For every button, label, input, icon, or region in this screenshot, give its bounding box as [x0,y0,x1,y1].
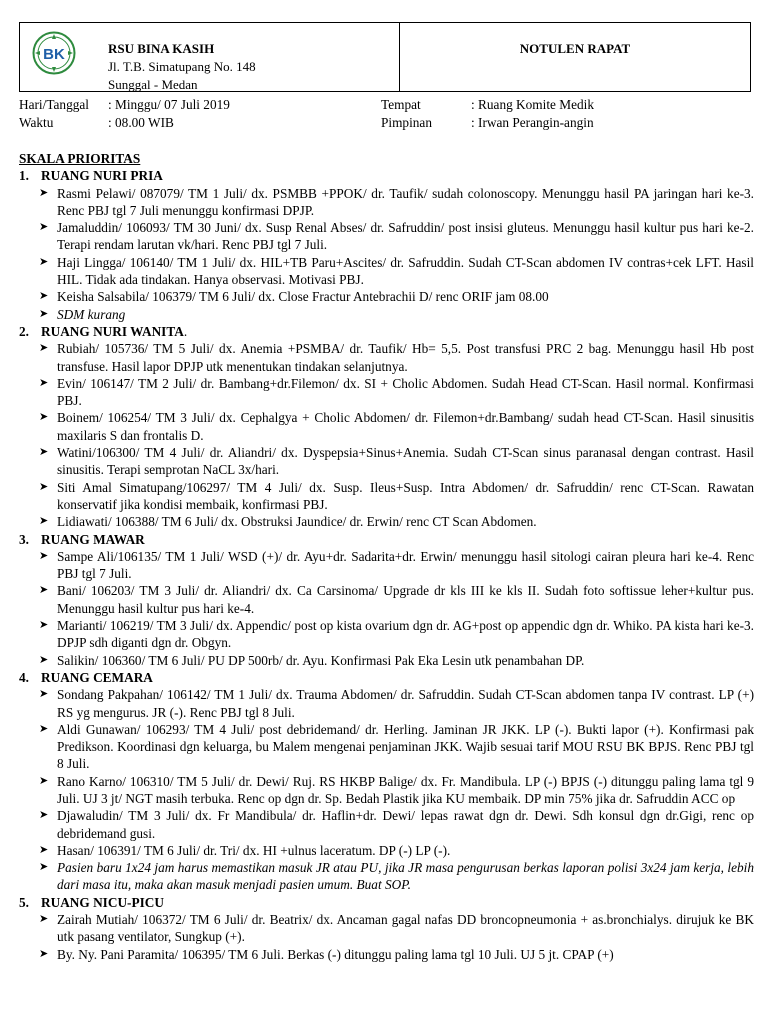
minutes-content [19,150,754,963]
item-text: Jamaluddin/ 106093/ TM 30 Juni/ dx. Susp Renal Abses/ dr. Safruddin/ post insisi gluteus. Menunggu hasil kultur pus hari ke-2. Terapi rendam larutan vk/hari. Renc PBJ tgl 7 Juli. [57,220,754,253]
arrow-bullet-icon: ➤ [39,186,49,199]
item-text: Salikin/ 106360/ TM 6 Juli/ PU DP 500rb/ dr. Ayu. Konfirmasi Pak Eka Lesin utk penambahan DP. [57,652,585,668]
item-text: Aldi Gunawan/ 106293/ TM 4 Juli/ post debridemand/ dr. Herling. Jaminan JR JKK. LP (-). Bukti lapor (+). Konfirmasi pak Predikson. Koordinasi dgn keluarga, bu Malem mengenai penjaminan JKK. Wajib sesuai tarif MOU RSU BK BPJS. Renc PBJ tgl 8 Juli. [57,721,754,772]
list-item [19,582,754,617]
arrow-bullet-icon: ➤ [39,480,49,493]
document-header [19,22,751,92]
section-items [19,911,754,963]
section-items [19,185,754,323]
list-item [19,859,754,894]
item-text: Boinem/ 106254/ TM 3 Juli/ dx. Cephalgya + Cholic Abdomen/ dr. Filemon+dr.Bambang/ sudah head CT-Scan. Hasil sinusitis maxilaris S dan frontalis D. [57,410,754,443]
section-items [19,340,754,530]
list-item [19,479,754,514]
list-item [19,340,754,375]
item-text: Sondang Pakpahan/ 106142/ TM 1 Juli/ dx. Trauma Abdomen/ dr. Safruddin. Sudah CT-Scan abdomen tanpa IV contrast. LP (+) RS yg mengurus. JR (-). Renc PBJ tgl 8 Juli. [57,687,754,720]
item-text: Rano Karno/ 106310/ TM 5 Juli/ dr. Dewi/ Ruj. RS HKBP Balige/ dx. Fr. Mandibula. LP (-) BPJS (-) ditunggu paling lama tgl 9 Juli. UJ 3 jt/ NGT masih terbuka. Renc op dgn dr. Sp. Bedah Plastik jika KU membaik. DP min 75% jika dr. Safruddin ACC op [57,773,754,806]
item-text: Sampe Ali/106135/ TM 1 Juli/ WSD (+)/ dr. Ayu+dr. Sadarita+dr. Erwin/ menunggu hasil sitologi cairan pleura hari ke-4. Renc PBJ tgl 7 Juli. [57,548,754,582]
list-item [19,842,754,859]
arrow-bullet-icon: ➤ [39,221,49,234]
list-item [19,946,754,963]
item-text: Keisha Salsabila/ 106379/ TM 6 Juli/ dx. Close Fractur Antebrachii D/ renc ORIF jam 08.00 [57,289,549,305]
day-label: Hari/Tanggal [19,97,89,112]
list-item [19,721,754,773]
time-value: : 08.00 WIB [108,115,174,130]
section-title [19,894,754,911]
section-title [19,167,754,184]
list-item [19,306,754,323]
arrow-bullet-icon: ➤ [39,446,49,459]
section-items [19,686,754,894]
priority-heading: SKALA PRIORITAS [19,151,141,166]
list-item [19,409,754,444]
list-item [19,773,754,808]
meeting-meta [19,96,759,132]
section-number: 5. [19,894,29,910]
arrow-bullet-icon: ➤ [39,774,49,787]
arrow-bullet-icon: ➤ [39,307,49,320]
arrow-bullet-icon: ➤ [39,843,49,856]
hospital-address [108,40,256,94]
item-text: Haji Lingga/ 106140/ TM 1 Juli/ dx. HIL+TB Paru+Ascites/ dr. Safruddin. Sudah CT-Scan abdomen IV contras+cek LFT. Hasil HIL. Tidak ada tindakan. Hanya observasi. Motivasi PBJ. [57,254,754,288]
section-name: RUANG MAWAR [41,531,145,547]
time-label: Waktu [19,115,54,130]
item-text: By. Ny. Pani Paramita/ 106395/ TM 6 Juli. Berkas (-) ditunggu paling lama tgl 10 Juli. UJ 5 jt. CPAP (+) [57,946,614,962]
arrow-bullet-icon: ➤ [39,342,49,355]
section-title-suffix: . [183,323,188,339]
arrow-bullet-icon: ➤ [39,809,49,822]
list-item [19,219,754,254]
meta-row-2 [19,114,759,132]
section-name: RUANG NICU-PICU [41,894,164,910]
section-number: 3. [19,531,29,547]
section-items [19,548,754,669]
list-item [19,911,754,946]
arrow-bullet-icon: ➤ [39,913,49,926]
leader-value: : Irwan Perangin-angin [471,115,594,130]
item-text: Rubiah/ 105736/ TM 5 Juli/ dx. Anemia +PSMBA/ dr. Taufik/ Hb= 5,5. Post transfusi PRC 2 bag. Menunggu hasil Hb post transfuse. Hasil lapor DPJP utk menentukan tindakan selanjutnya. [57,341,754,374]
list-item [19,513,754,530]
arrow-bullet-icon: ➤ [39,947,49,960]
item-text: Marianti/ 106219/ TM 3 Juli/ dx. Appendic/ post op kista ovarium dgn dr. AG+post op appendic dgn dr. Whiko. PA kista hari ke-3. DPJP sdh diganti dgn dr. Obgyn. [57,618,754,651]
section-name: RUANG CEMARA [41,669,153,685]
item-text: Lidiawati/ 106388/ TM 6 Juli/ dx. Obstruksi Jaundice/ dr. Erwin/ renc CT Scan Abdomen. [57,514,537,530]
hospital-info-cell [20,23,400,91]
document-title: NOTULEN RAPAT [519,41,631,56]
section-number: 4. [19,669,29,685]
item-text: Djawaludin/ TM 3 Juli/ dx. Fr Mandibula/ dr. Haflin+dr. Dewi/ lepas rawat dgn dr. Dewi. Sdh konsul dgn dr.Gigi, renc op debridemand gusi. [57,808,754,841]
item-text: Evin/ 106147/ TM 2 Juli/ dr. Bambang+dr.Filemon/ dx. SI + Cholic Abdomen. Sudah Head CT-Scan. Hasil normal. Konfirmasi PBJ. [57,375,754,409]
list-item [19,444,754,479]
item-text: Rasmi Pelawi/ 087079/ TM 1 Juli/ dx. PSMBB +PPOK/ dr. Taufik/ sudah colonoscopy. Menunggu hasil PA jaringan hari ke-3. Renc PBJ tgl 7 Juli menunggu konfirmasi DPJP. [57,185,754,218]
day-value: : Minggu/ 07 Juli 2019 [108,97,230,112]
item-text: SDM kurang [57,306,126,322]
arrow-bullet-icon: ➤ [39,688,49,701]
section-number: 1. [19,168,29,184]
list-item [19,254,754,289]
hospital-name: RSU BINA KASIH [108,41,215,56]
section-title [19,669,754,686]
title-cell [400,23,750,91]
section-name: RUANG NURI PRIA [41,168,163,184]
meta-row-1 [19,96,759,114]
arrow-bullet-icon: ➤ [39,584,49,597]
item-text: Hasan/ 106391/ TM 6 Juli/ dr. Tri/ dx. HI +ulnus laceratum. DP (-) LP (-). [57,842,451,858]
arrow-bullet-icon: ➤ [39,861,49,874]
section-name: RUANG NURI WANITA [41,323,184,339]
list-item [19,548,754,583]
list-item [19,617,754,652]
list-item [19,807,754,842]
arrow-bullet-icon: ➤ [39,619,49,632]
list-item [19,288,754,305]
list-item [19,185,754,220]
address-line-1: Jl. T.B. Simatupang No. 148 [108,59,256,74]
arrow-bullet-icon: ➤ [39,653,49,666]
list-item [19,686,754,721]
list-item [19,375,754,410]
arrow-bullet-icon: ➤ [39,722,49,735]
arrow-bullet-icon: ➤ [39,376,49,389]
arrow-bullet-icon: ➤ [39,549,49,562]
item-text: Zairah Mutiah/ 106372/ TM 6 Juli/ dr. Beatrix/ dx. Ancaman gagal nafas DD broncopneumonia + as.bronchialys. dirujuk ke BK utk pasang ventilator, Sungkup (+). [57,912,754,945]
section-title [19,531,754,548]
place-label: Tempat [381,97,421,112]
leader-label: Pimpinan [381,115,432,130]
hospital-logo [32,31,76,75]
item-text: Pasien baru 1x24 jam harus memastikan masuk JR atau PU, jika JR masa pengurusan berkas laporan polisi 3x24 jam kerja, lebih dari masa itu, maka akan masuk menjadi pasien umum. Buat SOP. [57,860,754,893]
arrow-bullet-icon: ➤ [39,515,49,528]
list-item [19,652,754,669]
place-value: : Ruang Komite Medik [471,97,594,112]
svg-text:BK: BK [43,46,65,63]
item-text: Watini/106300/ TM 4 Juli/ dr. Aliandri/ dx. Dyspepsia+Sinus+Anemia. Sudah CT-Scan sinus paranasal dengan contrast. Hasil sinusitis. Terapi semprotan NaCL 3x/hari. [57,445,754,478]
item-text: Bani/ 106203/ TM 3 Juli/ dr. Aliandri/ dx. Ca Carsinoma/ Upgrade dr kls III ke kls II. Sudah foto softissue leher+kultur pus. Menunggu hasil kultur pus hari ke-4. [57,583,754,616]
item-text: Siti Amal Simatupang/106297/ TM 4 Juli/ dx. Susp. Ileus+Susp. Intra Abdomen/ dr. Safruddin/ renc CT-Scan. Rawatan konservatif jika kondisi membaik, konfirmasi PBJ. [57,479,754,512]
section-number: 2. [19,323,29,339]
arrow-bullet-icon: ➤ [39,255,49,268]
address-line-2: Sunggal - Medan [108,77,198,92]
section-title [19,323,754,340]
arrow-bullet-icon: ➤ [39,290,49,303]
arrow-bullet-icon: ➤ [39,411,49,424]
